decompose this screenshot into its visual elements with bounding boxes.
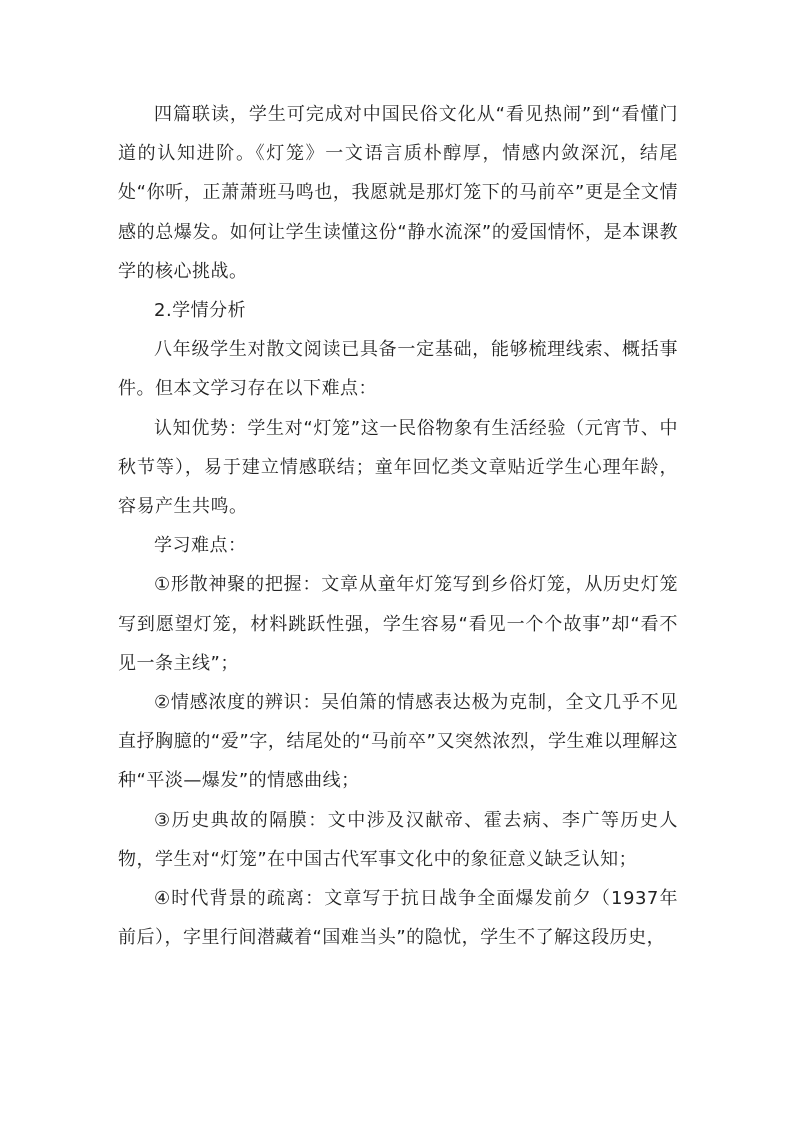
paragraph-cognitive-advantage: 认知优势：学生对“灯笼”这一民俗物象有生活经验（元宵节、中秋节等），易于建立情感联结；童年回忆类文章贴近学生心理年龄，容易产生共鸣。 xyxy=(118,417,678,518)
paragraph-learner-basis: 八年级学生对散文阅读已具备一定基础，能够梳理线索、概括事件。但本文学习存在以下难点： xyxy=(118,339,678,400)
body-text xyxy=(118,95,678,957)
list-item-difficulty-4: ④时代背景的疏离：文章写于抗日战争全面爆发前夕（1937年前后），字里行间潜藏着“国难当头”的隐忧，学生不了解这段历史， xyxy=(118,888,678,949)
list-item-difficulty-2: ②情感浓度的辨识：吴伯箫的情感表达极为克制，全文几乎不见直抒胸臆的“爱”字，结尾处的“马前卒”又突然浓烈，学生难以理解这种“平淡—爆发”的情感曲线； xyxy=(118,692,678,792)
paragraph-difficulties-heading: 学习难点： xyxy=(154,535,247,557)
list-item-difficulty-1: ①形散神聚的把握：文章从童年灯笼写到乡俗灯笼，从历史灯笼写到愿望灯笼，材料跳跃性强，学生容易“看见一个个故事”却“看不见一条主线”； xyxy=(118,574,678,674)
section-heading-learner-analysis: 2.学情分析 xyxy=(154,300,247,322)
list-item-difficulty-3: ③历史典故的隔膜：文中涉及汉献帝、霍去病、李广等历史人物，学生对“灯笼”在中国古代军事文化中的象征意义缺乏认知； xyxy=(118,809,678,870)
paragraph-intro-summary: 四篇联读，学生可完成对中国民俗文化从“看见热闹”到“看懂门道的认知进阶。《灯笼》一文语言质朴醇厚，情感内敛深沉，结尾处“你听，正萧萧班马鸣也，我愿就是那灯笼下的马前卒”更是全文情感的总爆发。如何让学生读懂这份“静水流深”的爱国情怀，是本课教学的核心挑战。 xyxy=(118,104,678,282)
